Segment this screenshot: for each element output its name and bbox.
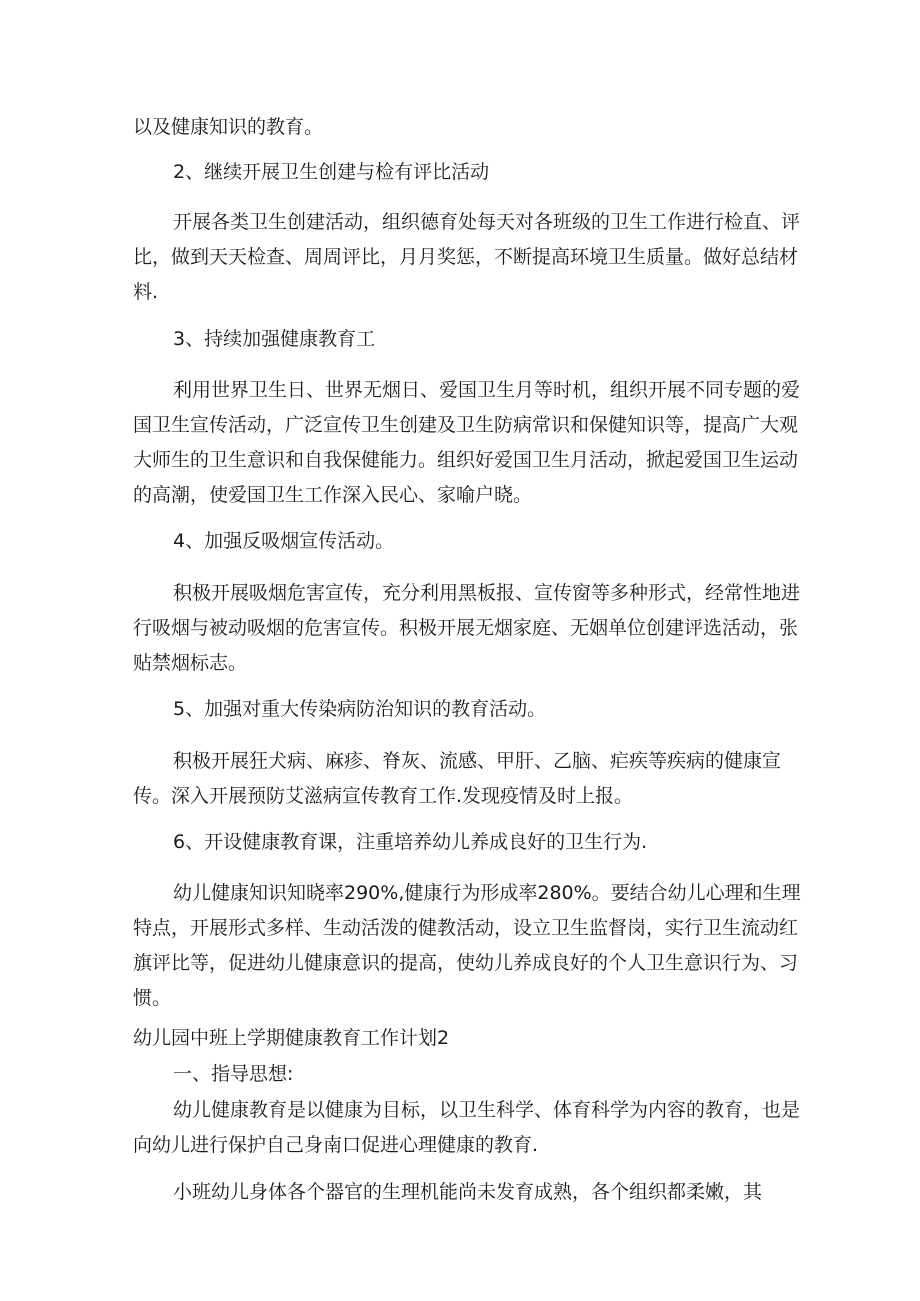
document-title: 幼儿园中班上学期健康教育工作计划2 [133,1027,450,1049]
paragraph: 开展各类卫生创建活动，组织德育处每天对各班级的卫生工作进行检直、评比，做到天天检查、周周评比，月月奖惩，不断提高环境卫生质量。做好总结材料. [133,211,801,303]
paragraph: 积极开展狂犬病、麻疹、脊灰、流感、甲肝、乙脑、疟疾等疾病的健康宣传。深入开展预防艾滋病宣传教育工作.发现疫情及时上报。 [133,750,782,807]
paragraph: 幼儿健康知识知晓率290%,健康行为形成率280%。要结合幼儿心理和生理特点，开展形式多样、生动活泼的健教活动，设立卫生监督岗，实行卫生流动红旗评比等，促进幼儿健康意识的提高，使幼儿养成良好的个人卫生意识行为、习惯。 [133,882,801,1009]
paragraph: 利用世界卫生日、世界无烟日、爱国卫生月等时机，组织开展不同专题的爱国卫生宣传活动，广泛宣传卫生创建及卫生防病常识和保健知识等，提高广大观大师生的卫生意识和自我保健能力。组织好爱国卫生月活动，掀起爱国卫生运动的高潮，使爱国卫生工作深入民心、家喻户晓。 [133,379,801,506]
paragraph: 小班幼儿身体各个器官的生理机能尚未发育成熟，各个组织都柔嫩，其 [173,1181,763,1203]
paragraph: 幼儿健康教育是以健康为目标，以卫生科学、体育科学为内容的教育，也是向幼儿进行保护自己身南口促进心理健康的教育. [133,1099,801,1156]
section-heading: 3、持续加强健康教育工 [173,328,376,350]
text-line: 以及健康知识的教育。 [133,116,324,138]
section-heading: 2、继续开展卫生创建与检有评比活动 [173,161,490,183]
section-heading: 6、开设健康教育课，注重培养幼儿养成良好的卫生行为. [173,831,648,853]
paragraph: 积极开展吸烟危害宣传，充分利用黑板报、宣传窗等多种形式，经常性地进行吸烟与被动吸烟的危害宣传。积极开展无烟家庭、无姻单位创建评选活动，张贴禁烟标志。 [133,582,801,674]
section-heading: 4、加强反吸烟宣传活动。 [173,530,395,552]
section-heading: 一、指导思想: [173,1063,294,1085]
section-heading: 5、加强对重大传染病防治知识的教育活动。 [173,698,547,720]
